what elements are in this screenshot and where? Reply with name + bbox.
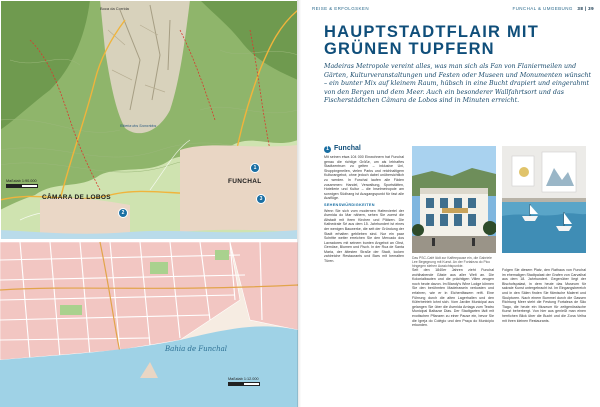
scale-label-bottom: [228, 377, 260, 386]
article-title: [324, 24, 594, 58]
text-column-2: Seit den 1840er Jahren zieht Funchal wohlhabende Gäste aus aller Welt an. Die Kolonialbauten und die prächtigen Villen zeugen noch heute davon. Im Blandy's Wine Lodge können Sie den berühmten Madeirawein verkosten und erfahren, wie er in Eichenfässern reift. Eine Führung durch die alten Lagerhallen und den Küferbetrieb lohnt sich. Vom Jardim Municipal aus gelangen Sie über die Avenida Arriaga zum Teatro Municipal Baltazar Dias. Der Stadtgarten lädt mit exotischen Pflanzen zu einer Pause ein, bevor Sie die Igreja do Colégio und den Praça do Município erkunden.: [412, 268, 494, 328]
scale-bar-top: [6, 184, 38, 188]
map-label-funchal: FUNCHAL: [228, 178, 262, 185]
article-page: [304, 0, 600, 407]
page-gutter: [297, 0, 303, 407]
topographic-map: [0, 0, 298, 407]
photo-gallery-image: [502, 146, 586, 253]
section-title: Funchal: [334, 145, 361, 153]
map-marker-1: 1: [250, 163, 260, 173]
scale-text-top: Maßstab 1:90.000: [6, 179, 37, 183]
title-line-1: HAUPTSTADTFLAIR MIT: [324, 23, 539, 41]
map-label-camara: CÂMARA DE LOBOS: [42, 194, 111, 201]
section-heading: [324, 146, 404, 153]
map-marker-3: 3: [256, 194, 266, 204]
text-column-1: [324, 146, 404, 264]
header-section-right: FUNCHAL & UMGEBUNG: [512, 6, 573, 11]
scale-label-top: [6, 179, 38, 188]
map-page: [0, 0, 298, 407]
map-marker-2: 2: [118, 208, 128, 218]
scale-text-bottom: Maßstab 1:12.000: [228, 377, 259, 381]
map-label-top: Boca da Corrida: [100, 6, 129, 11]
text-column-3: Folgen Sie diesem Platz, den Rathaus von Funchal im ehemaligen Stadtpalast der Grafen von Carvalhal aus dem 18. Jahrhundert. Gegenüber liegt der Bischofspalast, in dem heute das Museum für sakrale Kunst untergebracht ist. Im Eingangsbereich und in den Sälen finden Sie flämische Malerei und Skulpturen. Nach einem Bummel durch die Gassen Richtung Meer steht die Festung Fortaleza de São Tiago, die heute ein Museum für zeitgenössische Kunst beherbergt. Von hier aus genießt man einen herrlichen Blick über die Bucht und die Zona Velha mit ihren kleinen Restaurants.: [502, 268, 586, 323]
subheading-sights: SEHENSWÜRDIGKEITEN: [324, 202, 375, 207]
header-section-left: REISE & ERFOLGSKEN: [312, 6, 369, 11]
page-numbers: 38 | 39: [577, 6, 594, 11]
map-label-bay: Bahia de Funchal: [165, 345, 228, 353]
column-1-paragraph-2: Wenn Sie sich vom modernen Hafenviertel der Avenida do Mar nähern, sehen Sie zuerst die Altstadt mit ihren Kirchen und Plätzen. Die Kathedrale Sé aus dem 15. Jahrhundert ist eines der wenigen Bauwerke, die seit der Gründung der Stadt erhalten geblieben sind. Nur ein paar Schritte weiter erreichen Sie den Mercado dos Lavradores mit seinem bunten Angebot an Obst, Gemüse, Blumen und Fisch. In der Rua de Santa Maria, der ältesten Straße der Stadt, locken zahlreiche Restaurants und Bars mit bemalten Türen.: [324, 208, 404, 264]
photo-caption: Das PSC-Café lädt zur Kaffeepause ein, die Gabriele Lee Begegnung mit Kunst. An der Fortaleza do Pico hingegen stehen Aussichtspunkte.: [412, 256, 492, 269]
title-line-2: GRÜNEN TUPFERN: [324, 40, 495, 58]
scale-bar-bottom: [228, 382, 260, 386]
photo-cafe-image: [412, 146, 496, 253]
photo-cafe: [412, 146, 496, 253]
map-label-ribeira: Ribeira dos Socorridos: [120, 124, 157, 128]
article-lede: Madeiras Metropole vereint alles, was man sich als Fan von Flaniermeilen und Gärten, Kulturveranstaltungen und Festen oder Museen und Monumenten wünscht – ein bunter Mix auf kleinem Raum, hübsch in eine Bucht drapiert und eingerahmt von den Bergen und dem Meer. Auch ein besonderer Wallfahrtsort und das Fischerstädtchen Câmara de Lobos sind in Minuten erreicht.: [324, 63, 592, 104]
photo-gallery: [502, 146, 586, 253]
running-header: [312, 6, 594, 14]
header-right: [512, 6, 594, 11]
section-number: 1: [324, 146, 331, 153]
column-1-paragraph-1: Mit seinen etwa 104 000 Einwohnern hat Funchal genau die richtige Größe, um als lebhaftes Stadtzentrum zu gelten – inklusive Uni, Shoppingmeilen, vielen Parks und reichhaltigem Kulturangebot, ohne jedoch dabei unübersichtlich zu werden. In Funchal laufen alle Fäden zusammen: Handel, Verwaltung, Sportstätten, Hotellerie und Kultur – die Inselmetropole am sonnigen Südhang ist Ausgangspunkt für fast alle Ausflüge.: [324, 155, 404, 201]
